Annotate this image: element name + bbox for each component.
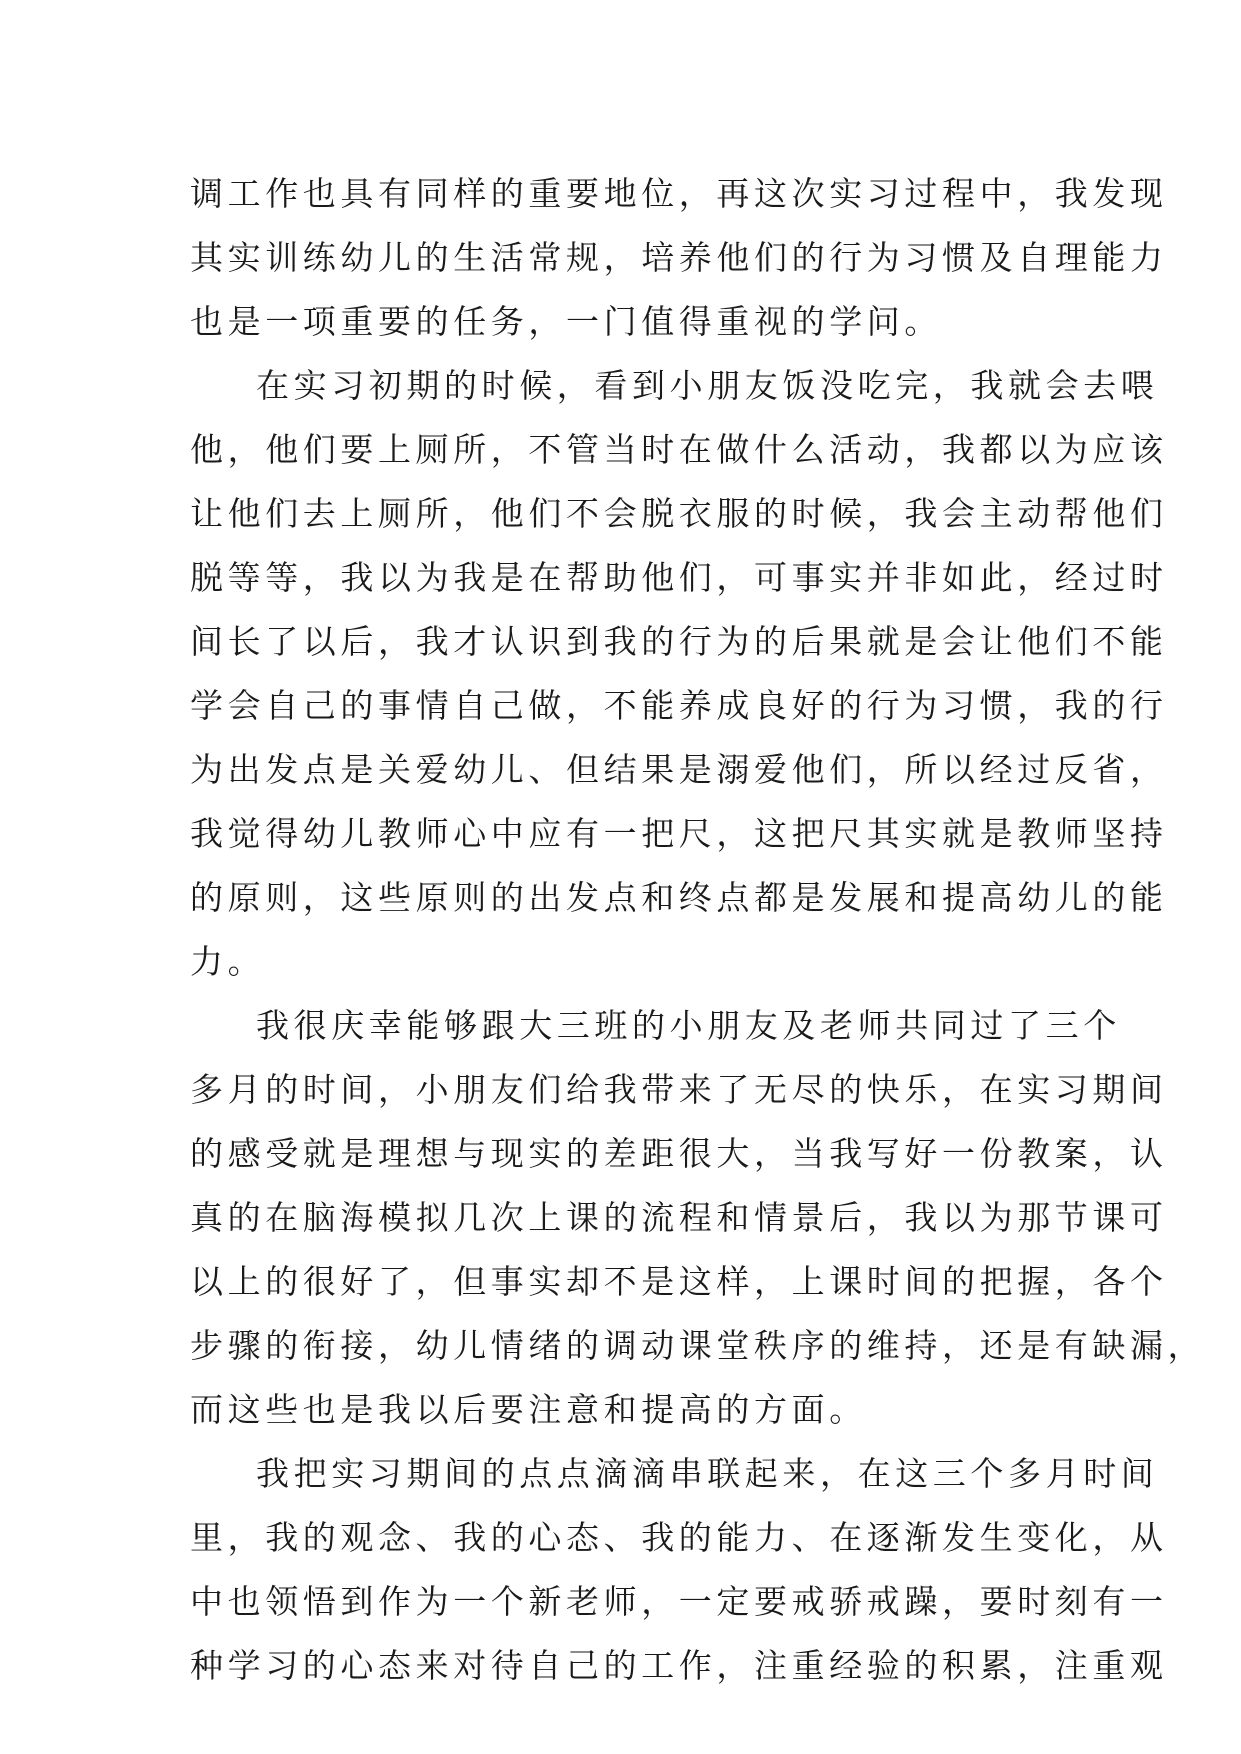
text-line: 我很庆幸能够跟大三班的小朋友及老师共同过了三个 xyxy=(256,1006,1121,1045)
paragraph xyxy=(190,354,1168,994)
text-line: 他，他们要上厕所，不管当时在做什么活动，我都以为应该 xyxy=(190,430,1168,469)
text-line: 脱等等，我以为我是在帮助他们，可事实并非如此，经过时 xyxy=(190,558,1168,597)
paragraph xyxy=(190,994,1206,1442)
text-line: 的感受就是理想与现实的差距很大，当我写好一份教案，认 xyxy=(190,1134,1168,1173)
text-line: 真的在脑海模拟几次上课的流程和情景后，我以为那节课可 xyxy=(190,1198,1168,1237)
text-line: 里，我的观念、我的心态、我的能力、在逐渐发生变化，从 xyxy=(190,1518,1168,1557)
text-line: 调工作也具有同样的重要地位，再这次实习过程中，我发现 xyxy=(190,174,1168,213)
text-line: 学会自己的事情自己做，不能养成良好的行为习惯，我的行 xyxy=(190,686,1168,725)
text-line: 的原则，这些原则的出发点和终点都是发展和提高幼儿的能 xyxy=(190,878,1168,917)
text-line: 力。 xyxy=(190,942,266,981)
paragraph xyxy=(190,162,1168,354)
paragraph xyxy=(190,1442,1168,1698)
text-line: 多月的时间，小朋友们给我带来了无尽的快乐，在实习期间 xyxy=(190,1070,1168,1109)
text-line: 以上的很好了，但事实却不是这样，上课时间的把握，各个 xyxy=(190,1262,1168,1301)
text-line: 种学习的心态来对待自己的工作，注重经验的积累，注重观 xyxy=(190,1646,1168,1685)
text-line: 为出发点是关爱幼儿、但结果是溺爱他们，所以经过反省， xyxy=(190,750,1168,789)
text-line: 而这些也是我以后要注意和提高的方面。 xyxy=(190,1390,867,1429)
text-line: 也是一项重要的任务，一门值得重视的学问。 xyxy=(190,302,942,341)
text-line: 中也领悟到作为一个新老师，一定要戒骄戒躁，要时刻有一 xyxy=(190,1582,1168,1621)
body-text xyxy=(190,162,1206,1698)
text-line: 我觉得幼儿教师心中应有一把尺，这把尺其实就是教师坚持 xyxy=(190,814,1168,853)
text-line: 让他们去上厕所，他们不会脱衣服的时候，我会主动帮他们 xyxy=(190,494,1168,533)
text-line: 步骤的衔接，幼儿情绪的调动课堂秩序的维持，还是有缺漏， xyxy=(190,1326,1206,1365)
text-line: 在实习初期的时候，看到小朋友饭没吃完，我就会去喂 xyxy=(256,366,1159,405)
text-line: 间长了以后，我才认识到我的行为的后果就是会让他们不能 xyxy=(190,622,1168,661)
text-line: 我把实习期间的点点滴滴串联起来，在这三个多月时间 xyxy=(256,1454,1159,1493)
text-line: 其实训练幼儿的生活常规，培养他们的行为习惯及自理能力 xyxy=(190,238,1168,277)
